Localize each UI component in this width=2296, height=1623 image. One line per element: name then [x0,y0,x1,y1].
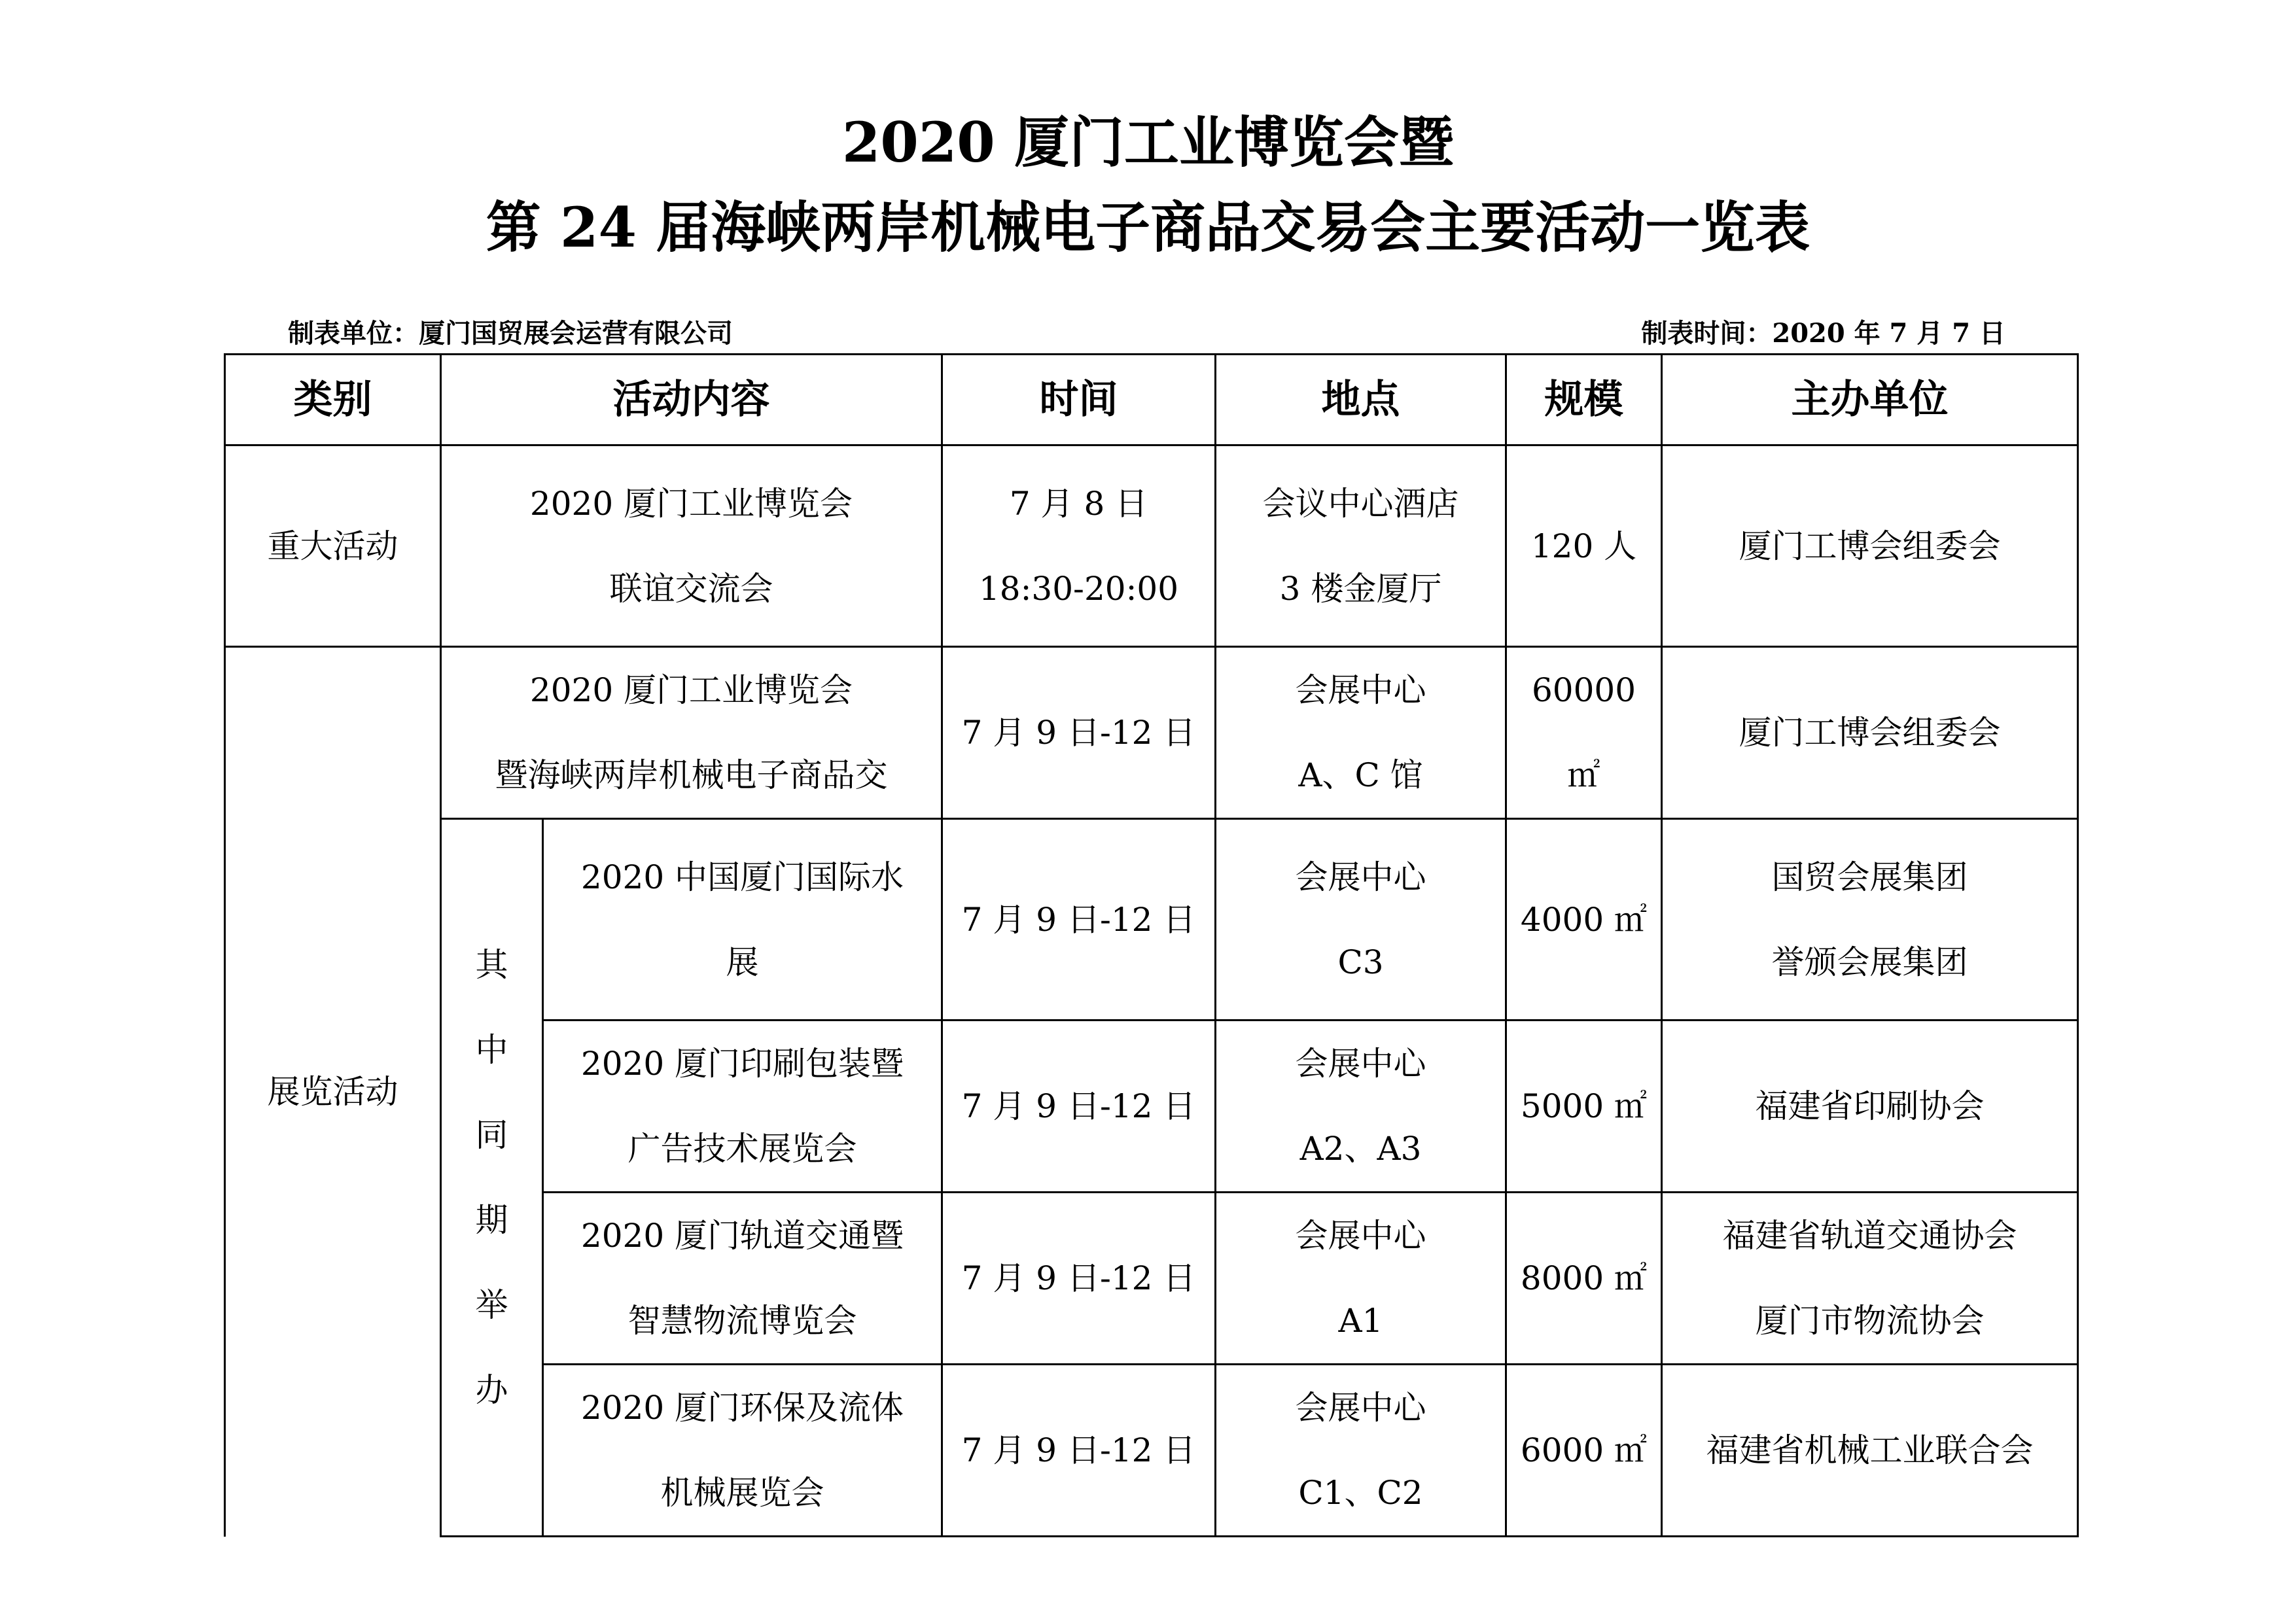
table-row [225,819,2078,1021]
host-cell: 福建省轨道交通协会 厦门市物流协会 [1662,1193,2078,1365]
concurrent-label: 其 中 同 期 举 办 [441,819,543,1537]
header-place: 地点 [1216,355,1506,445]
content-cell: 2020 厦门工业博览会 联谊交流会 [441,445,942,647]
place-cell: 会议中心酒店 3 楼金厦厅 [1216,445,1506,647]
title-line-1: 2020 厦门工业博览会暨 [841,110,1455,175]
place-cell: 会展中心 C1、C2 [1216,1365,1506,1537]
place-cell: 会展中心 C3 [1216,819,1506,1021]
place-cell: 会展中心 A、C 馆 [1216,647,1506,819]
time-cell: 7 月 9 日-12 日 [942,819,1216,1021]
host-cell: 福建省印刷协会 [1662,1021,2078,1193]
place-cell: 会展中心 A2、A3 [1216,1021,1506,1193]
place-cell: 会展中心 A1 [1216,1193,1506,1365]
content-cell: 2020 厦门工业博览会 暨海峡两岸机械电子商品交 [441,647,942,819]
content-cell: 2020 中国厦门国际水 展 [543,819,942,1021]
host-cell: 国贸会展集团 誉颁会展集团 [1662,819,2078,1021]
host-cell: 厦门工博会组委会 [1662,647,2078,819]
scale-cell: 120 人 [1506,445,1662,647]
time-cell: 7 月 9 日-12 日 [942,1193,1216,1365]
header-content: 活动内容 [441,355,942,445]
time-cell: 7 月 9 日-12 日 [942,647,1216,819]
scale-cell: 60000 ㎡ [1506,647,1662,819]
maker-label: 制表单位：厦门国贸展会运营有限公司 [288,318,733,349]
host-cell: 厦门工博会组委会 [1662,445,2078,647]
scale-cell: 8000 ㎡ [1506,1193,1662,1365]
table-row [225,445,2078,647]
content-cell: 2020 厦门环保及流体 机械展览会 [543,1365,942,1537]
host-cell: 福建省机械工业联合会 [1662,1365,2078,1537]
scale-cell: 4000 ㎡ [1506,819,1662,1021]
time-cell: 7 月 8 日 18:30-20:00 [942,445,1216,647]
content-cell: 2020 厦门印刷包装暨 广告技术展览会 [543,1021,942,1193]
table-row [225,647,2078,819]
header-category: 类别 [225,355,441,445]
content-cell: 2020 厦门轨道交通暨 智慧物流博览会 [543,1193,942,1365]
schedule-table [224,353,2079,1537]
header-time: 时间 [942,355,1216,445]
header-row [225,355,2078,445]
scale-cell: 5000 ㎡ [1506,1021,1662,1193]
time-cell: 7 月 9 日-12 日 [942,1021,1216,1193]
header-scale: 规模 [1506,355,1662,445]
time-cell: 7 月 9 日-12 日 [942,1365,1216,1537]
scale-cell: 6000 ㎡ [1506,1365,1662,1537]
category-cell: 重大活动 [225,445,441,647]
title-line-2: 第 24 届海峡两岸机械电子商品交易会主要活动一览表 [486,195,1810,260]
header-host: 主办单位 [1662,355,2078,445]
category-cell: 展览活动 [225,647,441,1537]
date-label: 制表时间：2020 年 7 月 7 日 [1641,318,2005,349]
